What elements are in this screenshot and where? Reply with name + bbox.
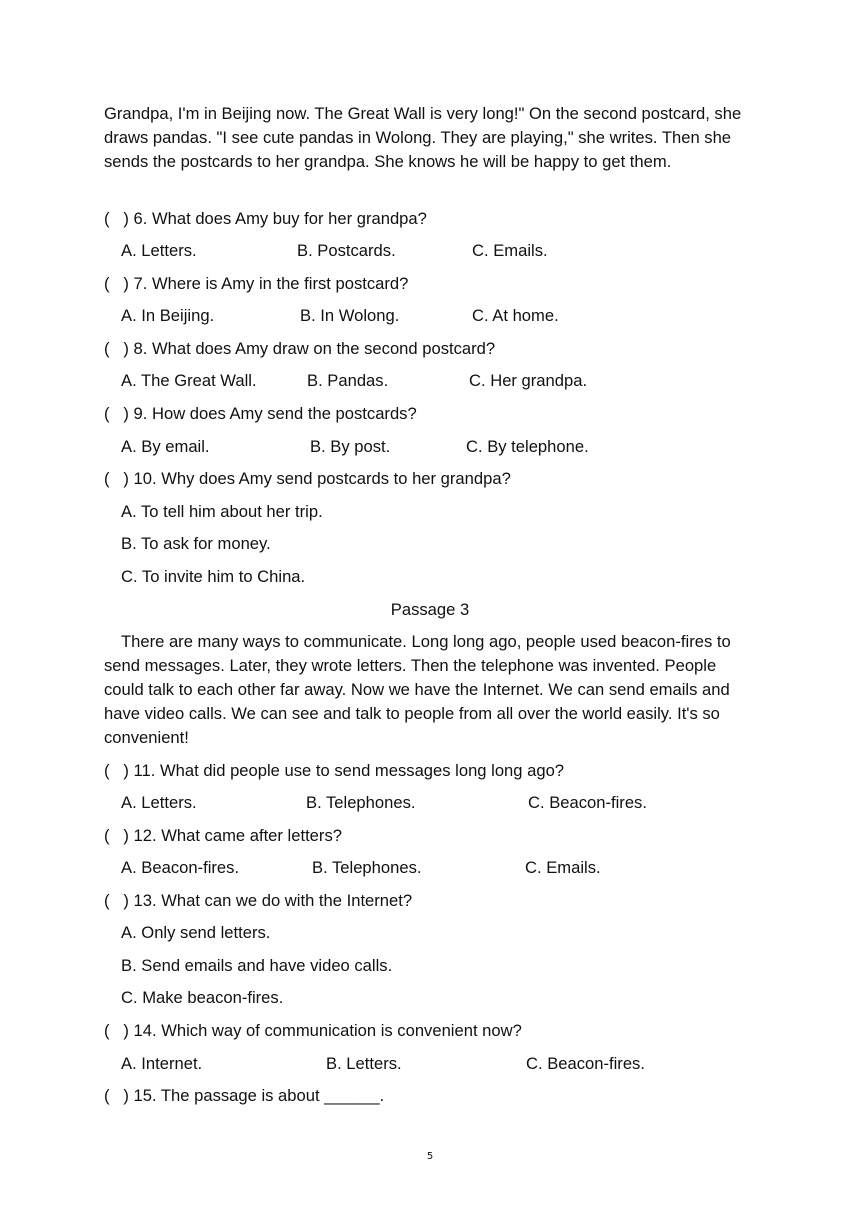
- question-10: [104, 469, 511, 489]
- question-text: 13. What can we do with the Internet?: [133, 891, 413, 910]
- page-number: 5: [426, 1151, 434, 1162]
- option-c: C. By telephone.: [466, 437, 589, 456]
- question-7: [104, 274, 408, 294]
- option-c: C. To invite him to China.: [121, 567, 306, 586]
- option-b: B. In Wolong.: [300, 306, 400, 325]
- answer-blank[interactable]: ( ): [104, 826, 129, 845]
- answer-blank[interactable]: ( ): [104, 274, 129, 293]
- question-text: 10. Why does Amy send postcards to her grandpa?: [133, 469, 511, 488]
- option-c: C. At home.: [472, 306, 559, 325]
- option-a: A. Internet.: [121, 1054, 203, 1073]
- question-text: 6. What does Amy buy for her grandpa?: [133, 209, 427, 228]
- option-c: C. Beacon-fires.: [528, 793, 647, 812]
- passage-3-title: Passage 3: [390, 600, 470, 619]
- option-a: A. Only send letters.: [121, 923, 271, 942]
- question-11-options: [121, 793, 721, 813]
- option-a: A. Letters.: [121, 793, 197, 812]
- option-c: C. Emails.: [472, 241, 548, 260]
- question-7-options: [121, 306, 721, 326]
- question-6-options: [121, 241, 721, 261]
- question-9: [104, 404, 417, 424]
- question-text: 11. What did people use to send messages long long ago?: [133, 761, 565, 780]
- answer-blank[interactable]: ( ): [104, 1021, 129, 1040]
- option-b: B. Send emails and have video calls.: [121, 956, 393, 975]
- question-text: 8. What does Amy draw on the second postcard?: [133, 339, 496, 358]
- option-b: B. Telephones.: [306, 793, 416, 812]
- question-text: 9. How does Amy send the postcards?: [133, 404, 417, 423]
- option-b: B. Telephones.: [312, 858, 422, 877]
- question-text: 7. Where is Amy in the first postcard?: [133, 274, 409, 293]
- question-12-options: [121, 858, 721, 878]
- question-13: [104, 891, 412, 911]
- option-c: C. Beacon-fires.: [526, 1054, 645, 1073]
- answer-blank[interactable]: ( ): [104, 469, 129, 488]
- option-a: A. Beacon-fires.: [121, 858, 240, 877]
- option-c: C. Make beacon-fires.: [121, 988, 284, 1007]
- option-c: C. Her grandpa.: [469, 371, 588, 390]
- option-a: A. The Great Wall.: [121, 371, 257, 390]
- question-text: 14. Which way of communication is convenient now?: [133, 1021, 522, 1040]
- option-c: C. Emails.: [525, 858, 601, 877]
- question-13-option-c: [121, 988, 721, 1008]
- question-11: [104, 761, 564, 781]
- question-13-option-b: [121, 956, 721, 976]
- question-10-option-c: [121, 567, 721, 587]
- question-text: 15. The passage is about ______.: [133, 1086, 385, 1105]
- answer-blank[interactable]: ( ): [104, 761, 129, 780]
- option-b: B. Postcards.: [297, 241, 396, 260]
- answer-blank[interactable]: ( ): [104, 209, 129, 228]
- option-b: B. By post.: [310, 437, 391, 456]
- answer-blank[interactable]: ( ): [104, 891, 129, 910]
- question-8-options: [121, 371, 721, 391]
- question-10-option-b: [121, 534, 721, 554]
- question-8: [104, 339, 495, 359]
- question-13-option-a: [121, 923, 721, 943]
- passage-3-text: There are many ways to communicate. Long long ago, people used beacon-fires to send messages. Later, they wrote letters. Then the telephone was invented. People could talk to each other far away. Now we have the Internet. We can send emails and have video calls. We can see and talk to people from all over the world easily. It's so convenient!: [104, 632, 731, 747]
- question-12: [104, 826, 342, 846]
- question-15: [104, 1086, 384, 1106]
- answer-blank[interactable]: ( ): [104, 404, 129, 423]
- passage-2-continuation: Grandpa, I'm in Beijing now. The Great Wall is very long!" On the second postcard, she draws pandas. "I see cute pandas in Wolong. They are playing," she writes. Then she sends the postcards to her grandpa. She knows he will be happy to get them.: [104, 104, 742, 171]
- answer-blank[interactable]: ( ): [104, 339, 129, 358]
- question-text: 12. What came after letters?: [133, 826, 342, 845]
- answer-blank[interactable]: ( ): [104, 1086, 129, 1105]
- option-a: A. By email.: [121, 437, 210, 456]
- option-a: A. To tell him about her trip.: [121, 502, 323, 521]
- question-14: [104, 1021, 522, 1041]
- question-14-options: [121, 1054, 721, 1074]
- option-a: A. Letters.: [121, 241, 197, 260]
- option-b: B. Letters.: [326, 1054, 402, 1073]
- option-a: A. In Beijing.: [121, 306, 215, 325]
- question-9-options: [121, 437, 721, 457]
- option-b: B. Pandas.: [307, 371, 389, 390]
- question-10-option-a: [121, 502, 721, 522]
- option-b: B. To ask for money.: [121, 534, 271, 553]
- question-6: [104, 209, 427, 229]
